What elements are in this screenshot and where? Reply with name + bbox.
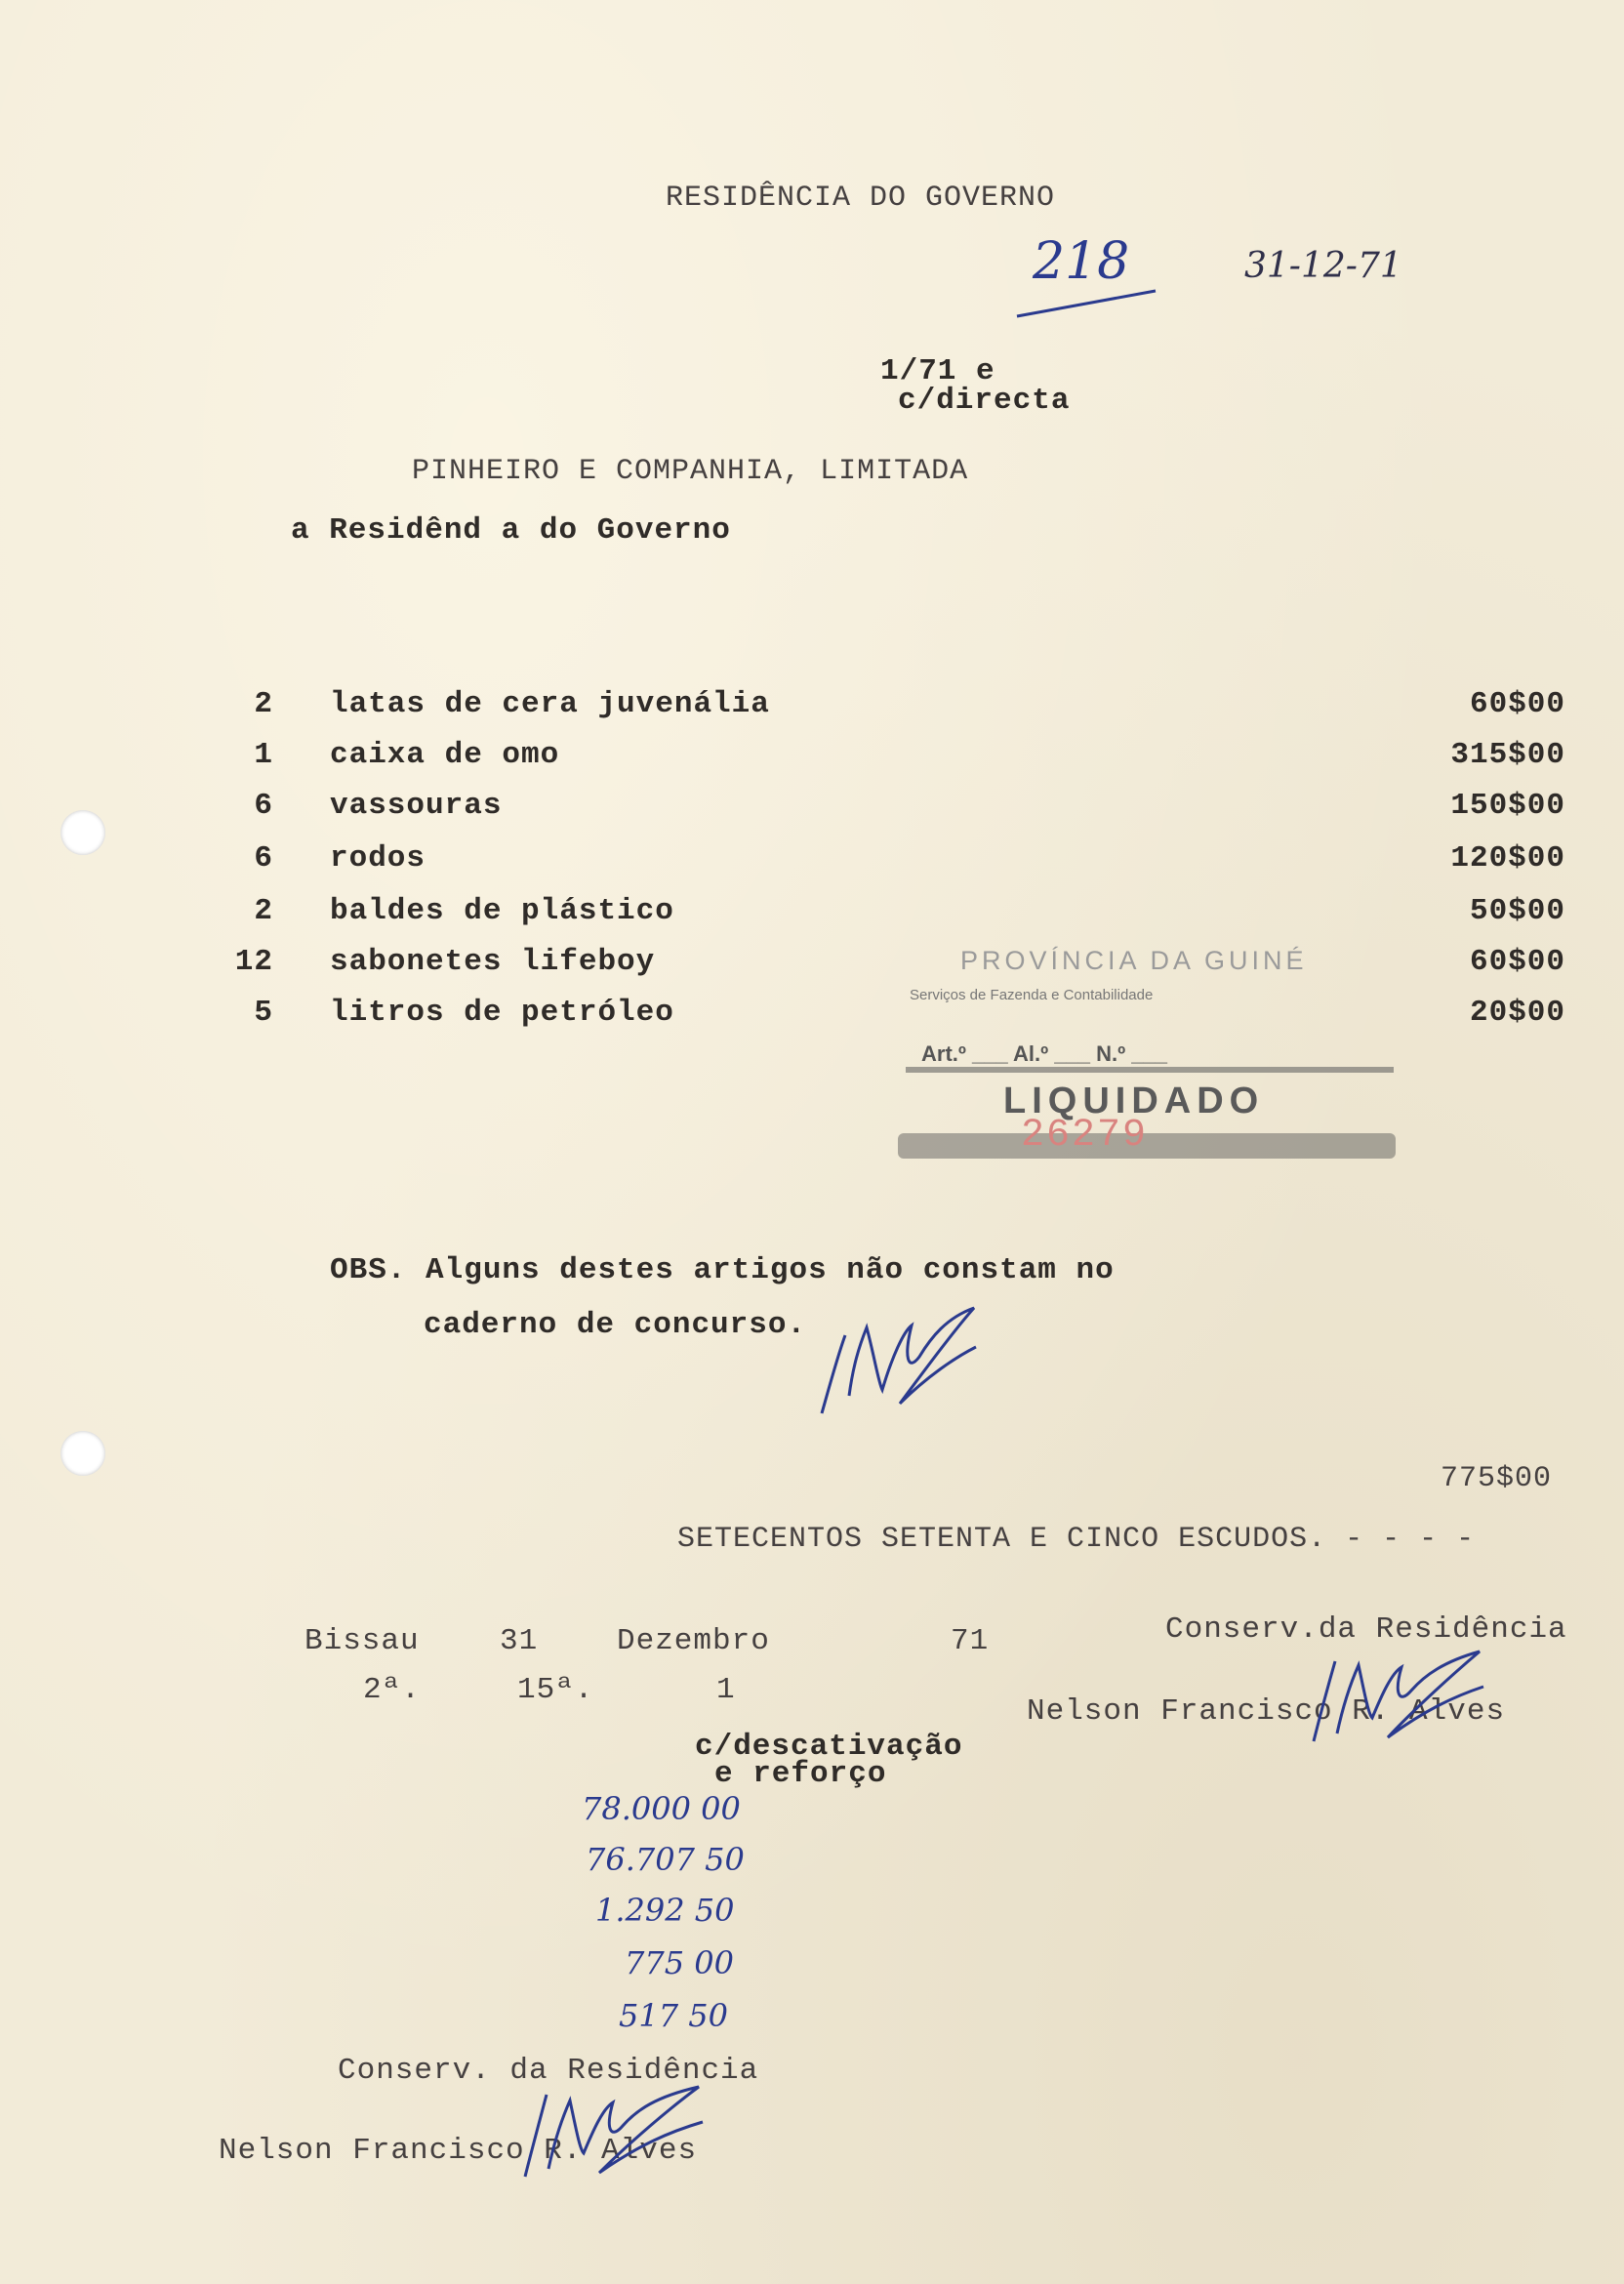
item-price: 315$00 — [1450, 738, 1565, 772]
stamp-fields: Art.º ___ Al.º ___ N.º ___ — [921, 1041, 1167, 1066]
item-price: 50$00 — [1469, 894, 1565, 928]
item-qty: 6 — [254, 789, 273, 823]
hw-sum-5: 517 50 — [619, 1997, 728, 2034]
item-price: 60$00 — [1469, 687, 1565, 721]
item-qty: 2 — [254, 687, 273, 721]
item-desc: baldes de plástico — [330, 894, 674, 928]
bottom-name: Nelson Francisco R. Alves — [219, 2134, 698, 2168]
hw-sum-2: 76.707 50 — [586, 1841, 745, 1878]
initials-signature — [810, 1288, 986, 1425]
item-qty: 1 — [254, 738, 273, 772]
number-underline — [1013, 283, 1159, 322]
item-desc: sabonetes lifeboy — [330, 945, 656, 979]
total-in-words: SETECENTOS SETENTA E CINCO ESCUDOS. - - - - — [677, 1523, 1476, 1556]
stamp-service: Serviços de Fazenda e Contabilidade — [910, 987, 1154, 1003]
signatory-title: Conserv.da Residência — [1165, 1612, 1567, 1647]
stamp-province: PROVÍNCIA DA GUINÉ — [960, 946, 1308, 975]
document-title: RESIDÊNCIA DO GOVERNO — [666, 182, 1056, 215]
liquidado-stamp — [898, 942, 1405, 1181]
company-name: PINHEIRO E COMPANHIA, LIMITADA — [412, 455, 969, 488]
item-price: 120$00 — [1450, 841, 1565, 876]
item-desc: vassouras — [330, 789, 503, 823]
item-qty: 6 — [254, 841, 273, 876]
footer-note-2: e reforço — [714, 1757, 887, 1791]
punch-hole-bottom — [61, 1431, 105, 1476]
stamp-number: 26279 — [1021, 1114, 1149, 1158]
item-desc: caixa de omo — [330, 738, 560, 772]
recipient-line: a Residênd a do Governo — [291, 513, 731, 548]
item-price: 20$00 — [1469, 996, 1565, 1030]
item-qty: 5 — [254, 996, 273, 1030]
stamp-status: LIQUIDADO — [1003, 1081, 1265, 1122]
obs-line-1: OBS. Alguns destes artigos não constam no — [330, 1253, 1115, 1287]
total-amount: 775$00 — [1441, 1462, 1553, 1495]
footer-note-1: c/descativação — [695, 1730, 963, 1764]
hw-sum-1: 78.000 00 — [582, 1790, 741, 1827]
punch-hole-top — [61, 810, 105, 855]
item-desc: litros de petróleo — [330, 996, 674, 1030]
reference-line-2: c/directa — [898, 384, 1071, 418]
item-price: 150$00 — [1450, 789, 1565, 823]
stamp-rule — [906, 1067, 1394, 1073]
item-desc: latas de cera juvenália — [330, 687, 770, 721]
handwritten-date: 31-12-71 — [1244, 246, 1402, 286]
item-qty: 2 — [254, 894, 273, 928]
item-price: 60$00 — [1469, 945, 1565, 979]
reference-line-1: 1/71 e — [880, 354, 995, 388]
footer-month: Dezembro — [617, 1624, 770, 1658]
hw-sum-4: 775 00 — [625, 1944, 734, 1981]
item-desc: rodos — [330, 841, 426, 876]
item-qty: 12 — [234, 945, 273, 979]
handwritten-number: 218 — [1033, 232, 1130, 291]
footer-code-1: 2ª. — [363, 1673, 421, 1707]
footer-year: 71 — [951, 1624, 990, 1658]
signature-bottom — [508, 2075, 712, 2182]
footer-place: Bissau — [304, 1624, 420, 1658]
obs-line-2: caderno de concurso. — [424, 1308, 807, 1342]
signature-right — [1298, 1640, 1493, 1747]
hw-sum-3: 1.292 50 — [595, 1892, 735, 1929]
bottom-title: Conserv. da Residência — [338, 2054, 759, 2088]
footer-code-2: 15ª. — [517, 1673, 594, 1707]
footer-code-3: 1 — [716, 1673, 736, 1707]
footer-day: 31 — [500, 1624, 539, 1658]
signatory-name: Nelson Francisco R. Alves — [1027, 1694, 1506, 1729]
